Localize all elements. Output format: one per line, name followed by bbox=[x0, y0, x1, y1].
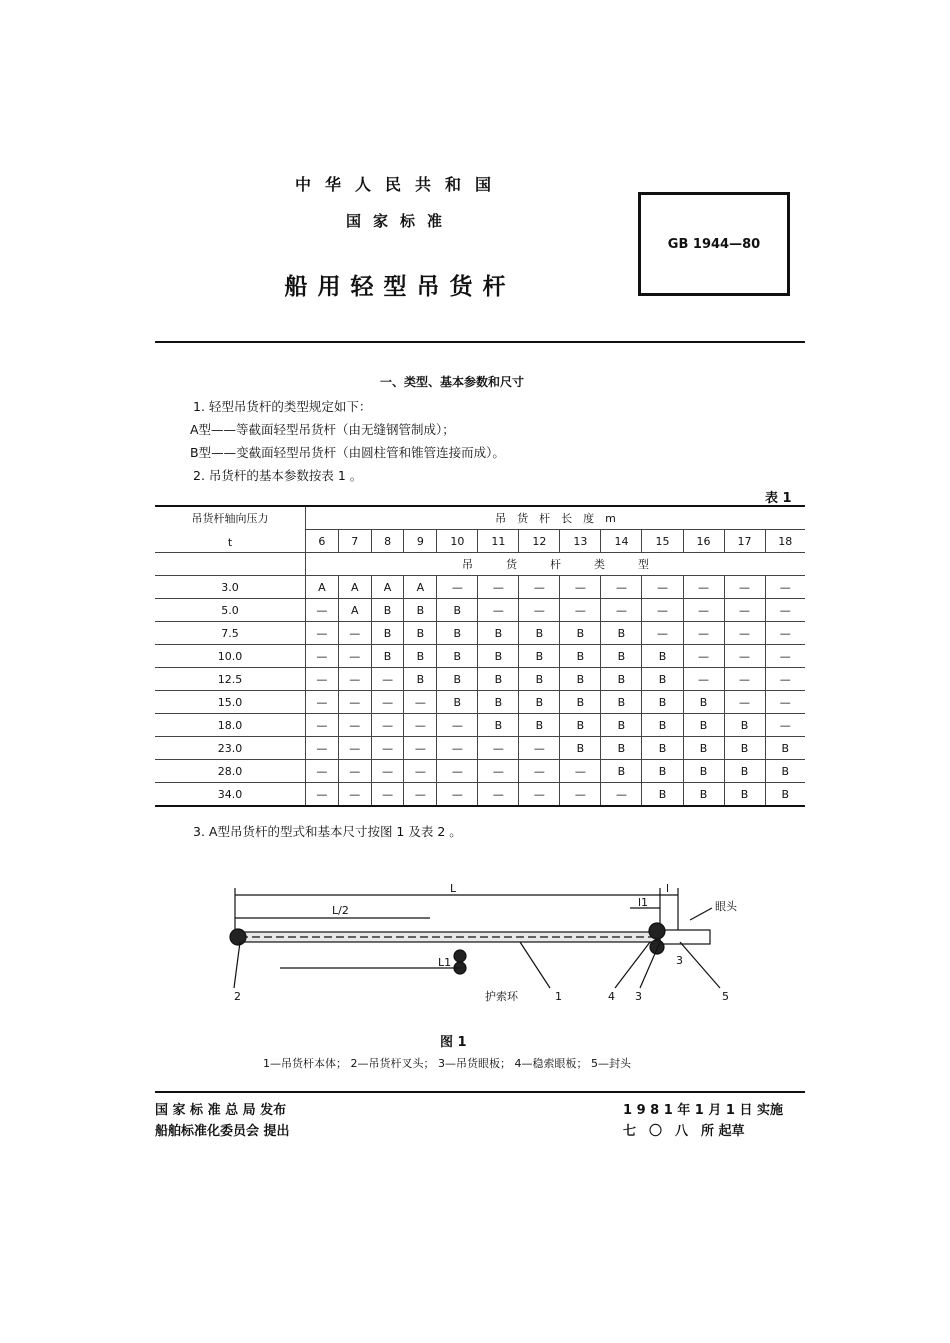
load-cell: 18.0 bbox=[155, 714, 306, 737]
type-cell: B bbox=[683, 783, 724, 807]
type-cell: B bbox=[642, 760, 683, 783]
type-cell: — bbox=[519, 599, 560, 622]
type-header: 吊 货 杆 类 型 bbox=[306, 553, 806, 576]
type-cell: B bbox=[437, 599, 478, 622]
load-cell: 12.5 bbox=[155, 668, 306, 691]
type-cell: A bbox=[338, 576, 371, 599]
type-cell: B bbox=[724, 783, 765, 807]
type-cell: B bbox=[601, 668, 642, 691]
type-cell: — bbox=[683, 645, 724, 668]
type-cell: A bbox=[306, 576, 339, 599]
type-cell: — bbox=[519, 737, 560, 760]
table-row bbox=[155, 737, 805, 760]
type-cell: B bbox=[601, 714, 642, 737]
table-row bbox=[155, 645, 805, 668]
type-cell: B bbox=[601, 622, 642, 645]
length-header: 吊 货 杆 长 度 m bbox=[306, 506, 806, 530]
standard-type: 国家标准 bbox=[345, 212, 454, 230]
country-heading: 中华人民共和国 bbox=[294, 175, 505, 194]
leader-5 bbox=[680, 942, 720, 988]
type-cell: — bbox=[404, 737, 437, 760]
type-cell: — bbox=[338, 783, 371, 807]
end-cap bbox=[660, 930, 710, 944]
length-cell: 7 bbox=[338, 530, 371, 553]
type-cell: — bbox=[371, 783, 404, 807]
length-cell: 17 bbox=[724, 530, 765, 553]
bottom-divider bbox=[155, 1091, 805, 1093]
type-cell: B bbox=[724, 737, 765, 760]
type-cell: — bbox=[478, 599, 519, 622]
load-cell: 23.0 bbox=[155, 737, 306, 760]
type-cell: — bbox=[404, 691, 437, 714]
label-num-1: 1 bbox=[555, 990, 562, 1003]
type-cell: B bbox=[437, 691, 478, 714]
type-cell: B bbox=[371, 645, 404, 668]
table-row bbox=[155, 760, 805, 783]
type-cell: — bbox=[519, 576, 560, 599]
table-caption: 表 1 bbox=[765, 491, 792, 506]
type-cell: — bbox=[404, 783, 437, 807]
type-cell: — bbox=[306, 760, 339, 783]
type-cell: B bbox=[642, 668, 683, 691]
label-protective-ring: 护索环 bbox=[485, 990, 518, 1003]
type-cell: — bbox=[478, 737, 519, 760]
type-cell: B bbox=[642, 645, 683, 668]
type-cell: — bbox=[724, 645, 765, 668]
type-cell: — bbox=[306, 599, 339, 622]
load-cell: 10.0 bbox=[155, 645, 306, 668]
type-cell: B bbox=[683, 737, 724, 760]
label-L-half: L/2 bbox=[332, 904, 349, 917]
table-row bbox=[155, 691, 805, 714]
type-cell: — bbox=[642, 599, 683, 622]
type-cell: — bbox=[371, 691, 404, 714]
type-cell: — bbox=[306, 691, 339, 714]
label-l1: l1 bbox=[638, 896, 649, 909]
type-cell: — bbox=[765, 645, 805, 668]
type-cell: B bbox=[437, 645, 478, 668]
type-cell: — bbox=[437, 737, 478, 760]
type-cell: B bbox=[404, 622, 437, 645]
type-cell: B bbox=[601, 645, 642, 668]
figure-1-drawing bbox=[220, 880, 760, 1010]
type-cell: B bbox=[371, 599, 404, 622]
top-divider bbox=[155, 341, 805, 343]
load-cell: 28.0 bbox=[155, 760, 306, 783]
type-cell: — bbox=[519, 760, 560, 783]
type-cell: — bbox=[437, 576, 478, 599]
type-cell: — bbox=[560, 599, 601, 622]
type-cell: B bbox=[519, 645, 560, 668]
type-cell: B bbox=[601, 691, 642, 714]
type-cell: — bbox=[560, 783, 601, 807]
type-cell: — bbox=[765, 622, 805, 645]
type-cell: — bbox=[306, 645, 339, 668]
type-cell: B bbox=[724, 714, 765, 737]
type-cell: B bbox=[478, 668, 519, 691]
type-cell: — bbox=[306, 668, 339, 691]
table-row bbox=[155, 576, 805, 599]
type-cell: — bbox=[724, 599, 765, 622]
type-cell: B bbox=[683, 691, 724, 714]
type-cell: — bbox=[724, 576, 765, 599]
load-cell: 15.0 bbox=[155, 691, 306, 714]
type-cell: — bbox=[724, 691, 765, 714]
type-cell: — bbox=[338, 691, 371, 714]
length-cell: 14 bbox=[601, 530, 642, 553]
type-cell: — bbox=[642, 622, 683, 645]
type-cell: — bbox=[404, 714, 437, 737]
type-cell: — bbox=[478, 783, 519, 807]
type-cell: A bbox=[338, 599, 371, 622]
leader-1 bbox=[520, 942, 550, 988]
type-cell: — bbox=[683, 622, 724, 645]
label-eye-head: 眼头 bbox=[715, 900, 737, 913]
footer-institute: 七 〇 八 所 起草 bbox=[623, 1124, 745, 1139]
length-cell: 6 bbox=[306, 530, 339, 553]
length-cell: 12 bbox=[519, 530, 560, 553]
paragraph-3: 3. A型吊货杆的型式和基本尺寸按图 1 及表 2 。 bbox=[193, 824, 462, 839]
table-row bbox=[155, 783, 805, 807]
type-cell: — bbox=[560, 760, 601, 783]
type-cell: — bbox=[338, 714, 371, 737]
label-l: l bbox=[666, 882, 670, 895]
type-cell: — bbox=[601, 576, 642, 599]
type-cell: B bbox=[683, 760, 724, 783]
footer-effective-date: 1 9 8 1 年 1 月 1 日 实施 bbox=[623, 1103, 784, 1118]
type-cell: B bbox=[560, 622, 601, 645]
section-heading: 一、类型、基本参数和尺寸 bbox=[380, 375, 525, 389]
type-cell: B bbox=[519, 622, 560, 645]
type-cell: B bbox=[404, 668, 437, 691]
length-cell: 15 bbox=[642, 530, 683, 553]
type-cell: — bbox=[437, 714, 478, 737]
type-cell: B bbox=[642, 737, 683, 760]
label-L: L bbox=[450, 882, 457, 895]
leader-eye-head bbox=[690, 908, 712, 920]
type-cell: — bbox=[724, 668, 765, 691]
standard-code: GB 1944—80 bbox=[667, 236, 761, 252]
type-cell: B bbox=[404, 599, 437, 622]
guy-eye-plate bbox=[650, 940, 664, 954]
fork-head bbox=[230, 929, 246, 945]
type-cell: — bbox=[338, 737, 371, 760]
leader-4 bbox=[615, 942, 650, 988]
type-cell: — bbox=[765, 691, 805, 714]
type-cell: — bbox=[338, 622, 371, 645]
type-cell: — bbox=[306, 622, 339, 645]
type-cell: — bbox=[560, 576, 601, 599]
standard-code-box bbox=[638, 192, 790, 296]
type-cell: — bbox=[338, 760, 371, 783]
type-cell: — bbox=[519, 783, 560, 807]
load-cell: 5.0 bbox=[155, 599, 306, 622]
figure-caption: 图 1 bbox=[440, 1035, 467, 1050]
protective-ring bbox=[454, 950, 466, 962]
type-cell: A bbox=[371, 576, 404, 599]
type-cell: — bbox=[642, 576, 683, 599]
paragraph-2: 2. 吊货杆的基本参数按表 1 。 bbox=[193, 468, 363, 483]
type-cell: B bbox=[724, 760, 765, 783]
type-a-description: A型——等截面轻型吊货杆（由无缝钢管制成）； bbox=[190, 422, 455, 437]
type-cell: B bbox=[642, 783, 683, 807]
type-cell: — bbox=[306, 737, 339, 760]
type-cell: — bbox=[601, 599, 642, 622]
type-cell: — bbox=[437, 760, 478, 783]
type-cell: B bbox=[601, 737, 642, 760]
type-cell: — bbox=[404, 760, 437, 783]
paragraph-1: 1. 轻型吊货杆的类型规定如下： bbox=[193, 399, 372, 414]
label-num-4: 4 bbox=[608, 990, 615, 1003]
type-cell: A bbox=[404, 576, 437, 599]
label-num-2: 2 bbox=[234, 990, 241, 1003]
type-cell: B bbox=[478, 691, 519, 714]
type-cell: B bbox=[478, 622, 519, 645]
type-cell: B bbox=[560, 737, 601, 760]
type-cell: B bbox=[519, 691, 560, 714]
type-cell: — bbox=[478, 760, 519, 783]
load-cell: 34.0 bbox=[155, 783, 306, 807]
type-cell: — bbox=[478, 576, 519, 599]
table-body bbox=[155, 576, 805, 807]
type-cell: — bbox=[371, 760, 404, 783]
type-cell: B bbox=[437, 668, 478, 691]
footer-drafter: 船舶标准化委员会 提出 bbox=[155, 1124, 290, 1139]
type-cell: B bbox=[519, 714, 560, 737]
type-cell: B bbox=[478, 645, 519, 668]
length-cell: 8 bbox=[371, 530, 404, 553]
type-cell: B bbox=[642, 714, 683, 737]
type-cell: — bbox=[683, 668, 724, 691]
type-cell: — bbox=[724, 622, 765, 645]
type-cell: B bbox=[478, 714, 519, 737]
document-title: 船用轻型吊货杆 bbox=[284, 274, 516, 300]
length-cell: 16 bbox=[683, 530, 724, 553]
parameter-table bbox=[155, 505, 805, 807]
label-num-5: 5 bbox=[722, 990, 729, 1003]
type-cell: B bbox=[437, 622, 478, 645]
type-cell: B bbox=[560, 691, 601, 714]
type-cell: B bbox=[560, 714, 601, 737]
type-cell: — bbox=[338, 668, 371, 691]
table-row bbox=[155, 622, 805, 645]
type-cell: B bbox=[371, 622, 404, 645]
type-cell: — bbox=[306, 783, 339, 807]
type-cell: B bbox=[560, 645, 601, 668]
label-L1: L1 bbox=[438, 956, 452, 969]
type-cell: B bbox=[683, 714, 724, 737]
length-cell: 11 bbox=[478, 530, 519, 553]
type-cell: — bbox=[371, 714, 404, 737]
length-cell: 9 bbox=[404, 530, 437, 553]
table-row bbox=[155, 714, 805, 737]
length-cell: 10 bbox=[437, 530, 478, 553]
type-cell: B bbox=[765, 737, 805, 760]
figure-legend: 1—吊货杆本体； 2—吊货杆叉头； 3—吊货眼板； 4—稳索眼板； 5—封头 bbox=[263, 1057, 631, 1070]
type-cell: B bbox=[765, 760, 805, 783]
type-cell: — bbox=[371, 737, 404, 760]
row-header: 吊货杆轴向压力 t bbox=[155, 506, 306, 553]
type-cell: — bbox=[765, 599, 805, 622]
load-cell: 7.5 bbox=[155, 622, 306, 645]
type-cell: — bbox=[601, 783, 642, 807]
table-row bbox=[155, 668, 805, 691]
load-cell: 3.0 bbox=[155, 576, 306, 599]
type-cell: — bbox=[765, 668, 805, 691]
type-cell: B bbox=[642, 691, 683, 714]
type-cell: B bbox=[560, 668, 601, 691]
type-cell: — bbox=[765, 576, 805, 599]
length-cell: 13 bbox=[560, 530, 601, 553]
type-cell: B bbox=[601, 760, 642, 783]
cargo-eye-plate bbox=[649, 923, 665, 939]
footer-issuer: 国 家 标 准 总 局 发布 bbox=[155, 1103, 287, 1118]
type-b-description: B型——变截面轻型吊货杆（由圆柱管和锥管连接而成）。 bbox=[190, 445, 505, 460]
label-num-3: 3 bbox=[635, 990, 642, 1003]
type-cell: — bbox=[306, 714, 339, 737]
label-num-3b: 3 bbox=[676, 954, 683, 967]
type-cell: — bbox=[683, 599, 724, 622]
table-row bbox=[155, 599, 805, 622]
type-cell: — bbox=[371, 668, 404, 691]
length-cell: 18 bbox=[765, 530, 805, 553]
leader-2 bbox=[234, 942, 240, 988]
type-cell: — bbox=[765, 714, 805, 737]
type-cell: B bbox=[519, 668, 560, 691]
type-cell: — bbox=[683, 576, 724, 599]
type-cell: — bbox=[338, 645, 371, 668]
type-cell: — bbox=[437, 783, 478, 807]
type-cell: B bbox=[765, 783, 805, 807]
type-cell: B bbox=[404, 645, 437, 668]
